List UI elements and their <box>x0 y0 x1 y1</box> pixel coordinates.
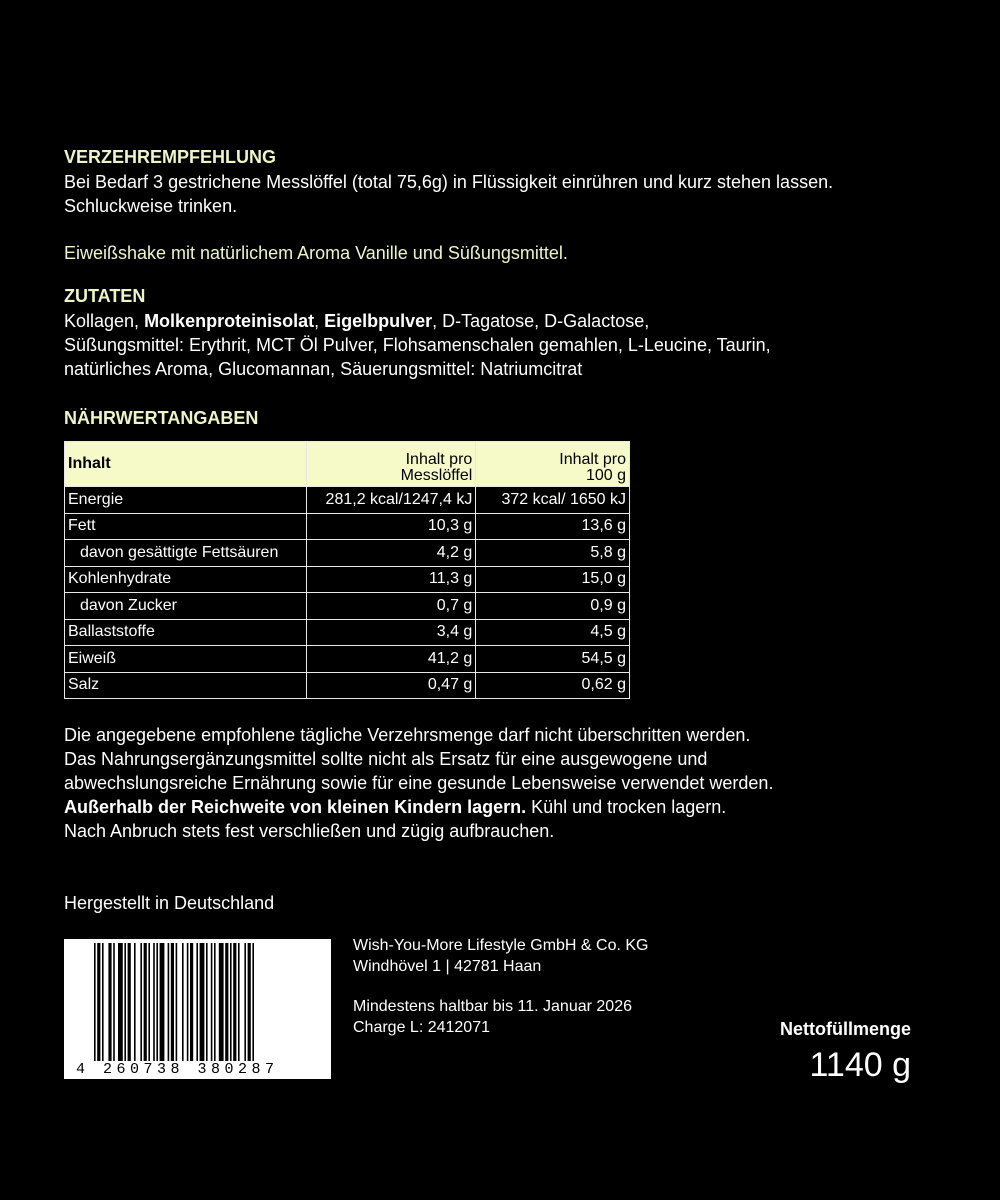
table-row: Salz 0,47 g 0,62 g <box>65 672 630 699</box>
net-quantity-value: 1140 g <box>809 1046 911 1084</box>
product-tagline: Eiweißshake mit natürlichem Aroma Vanille und Süßungsmittel. <box>64 243 568 263</box>
company-address: Windhövel 1 | 42781 Haan <box>353 958 542 975</box>
barcode-bar <box>182 943 184 1061</box>
origin-text: Hergestellt in Deutschland <box>64 893 275 913</box>
ingredients-heading: ZUTATEN <box>64 286 146 306</box>
col-header-100g: Inhalt pro 100 g <box>476 442 630 487</box>
barcode-bar <box>97 943 100 1061</box>
barcode-bar <box>124 943 126 1061</box>
barcode-bar <box>94 943 96 1061</box>
barcode <box>64 939 331 1079</box>
nutrition-header-row <box>65 442 630 487</box>
barcode-bar <box>156 943 158 1061</box>
company-name: Wish-You-More Lifestyle GmbH & Co. KG <box>353 937 649 954</box>
barcode-bar <box>160 943 165 1061</box>
table-row: Fett 10,3 g 13,6 g <box>65 513 630 540</box>
barcode-bar <box>187 943 189 1061</box>
notes-line-3: abwechslungsreiche Ernährung sowie für eine gesunde Lebensweise verwendet werden. <box>64 773 774 793</box>
barcode-bar <box>244 943 246 1061</box>
ingredients-text <box>64 309 771 381</box>
table-row: Energie 281,2 kcal/1247,4 kJ 372 kcal/ 1650 kJ <box>65 487 630 514</box>
barcode-bar <box>144 943 147 1061</box>
best-before: Mindestens haltbar bis 11. Januar 2026 <box>353 998 632 1015</box>
usage-line-1: Bei Bedarf 3 gestrichene Messlöffel (total 75,6g) in Flüssigkeit einrühren und kurz stehen lassen. <box>64 172 834 192</box>
table-row: Kohlenhydrate 11,3 g 15,0 g <box>65 566 630 593</box>
barcode-bar <box>118 943 123 1061</box>
barcode-bar <box>148 943 150 1061</box>
notes-line-1: Die angegebene empfohlene tägliche Verzehrsmenge darf nicht überschritten werden. <box>64 725 751 745</box>
batch-number: Charge L: 2412071 <box>353 1019 490 1036</box>
barcode-bar <box>214 943 216 1061</box>
notes-line-2: Das Nahrungsergänzungsmittel sollte nicht als Ersatz für eine ausgewogene und <box>64 749 708 769</box>
barcode-bar <box>153 943 155 1061</box>
col-header-label: Inhalt <box>65 442 307 487</box>
barcode-bar <box>134 943 136 1061</box>
ingredients-line-1: Kollagen, Molkenproteinisolat, Eigelbpulver, D-Tagatose, D-Galactose, <box>64 311 650 331</box>
barcode-bar <box>211 943 213 1061</box>
table-row: Ballaststoffe 3,4 g 4,5 g <box>65 619 630 646</box>
barcode-bar <box>176 943 178 1061</box>
nutrition-table <box>64 441 630 699</box>
barcode-bar <box>190 943 193 1061</box>
table-row: davon gesättigte Fettsäuren 4,2 g 5,8 g <box>65 540 630 567</box>
usage-heading: VERZEHREMPFEHLUNG <box>64 147 277 167</box>
barcode-graphic <box>64 939 331 1079</box>
ingredients-line-3: natürliches Aroma, Glucomannan, Säuerungsmittel: Natriumcitrat <box>64 359 583 379</box>
table-row: Eiweiß 41,2 g 54,5 g <box>65 646 630 673</box>
barcode-bar <box>196 943 198 1061</box>
ingredients-line-2: Süßungsmittel: Erythrit, MCT Öl Pulver, Flohsamenschalen gemahlen, L-Leucine, Taurin, <box>64 335 771 355</box>
barcode-bar <box>206 943 208 1061</box>
usage-text <box>64 170 833 218</box>
col-header-scoop: Inhalt pro Messlöffel <box>306 442 476 487</box>
barcode-bar <box>140 943 142 1061</box>
notes-line-4: Außerhalb der Reichweite von kleinen Kindern lagern. Kühl und trocken lagern. <box>64 797 727 817</box>
barcode-number: 4 260738 380287 <box>76 1061 279 1078</box>
barcode-bar <box>252 943 254 1061</box>
barcode-bar <box>248 943 251 1061</box>
barcode-bar <box>238 943 240 1061</box>
table-row: davon Zucker 0,7 g 0,9 g <box>65 593 630 620</box>
barcode-bar <box>171 943 174 1061</box>
barcode-bar <box>200 943 205 1061</box>
barcode-bar <box>230 943 232 1061</box>
barcode-bar <box>219 943 224 1061</box>
barcode-bar <box>233 943 236 1061</box>
barcode-bar <box>128 943 131 1061</box>
nutrition-heading: NÄHRWERTANGABEN <box>64 408 259 428</box>
net-quantity-label: Nettofüllmenge <box>779 1019 911 1039</box>
barcode-bar <box>113 943 115 1061</box>
barcode-bar <box>168 943 170 1061</box>
barcode-bar <box>225 943 228 1061</box>
notes-line-5: Nach Anbruch stets fest verschließen und zügig aufbrauchen. <box>64 821 555 841</box>
barcode-bar <box>108 943 111 1061</box>
notes-text <box>64 723 773 843</box>
barcode-bar <box>102 943 104 1061</box>
usage-line-2: Schluckweise trinken. <box>64 196 238 216</box>
